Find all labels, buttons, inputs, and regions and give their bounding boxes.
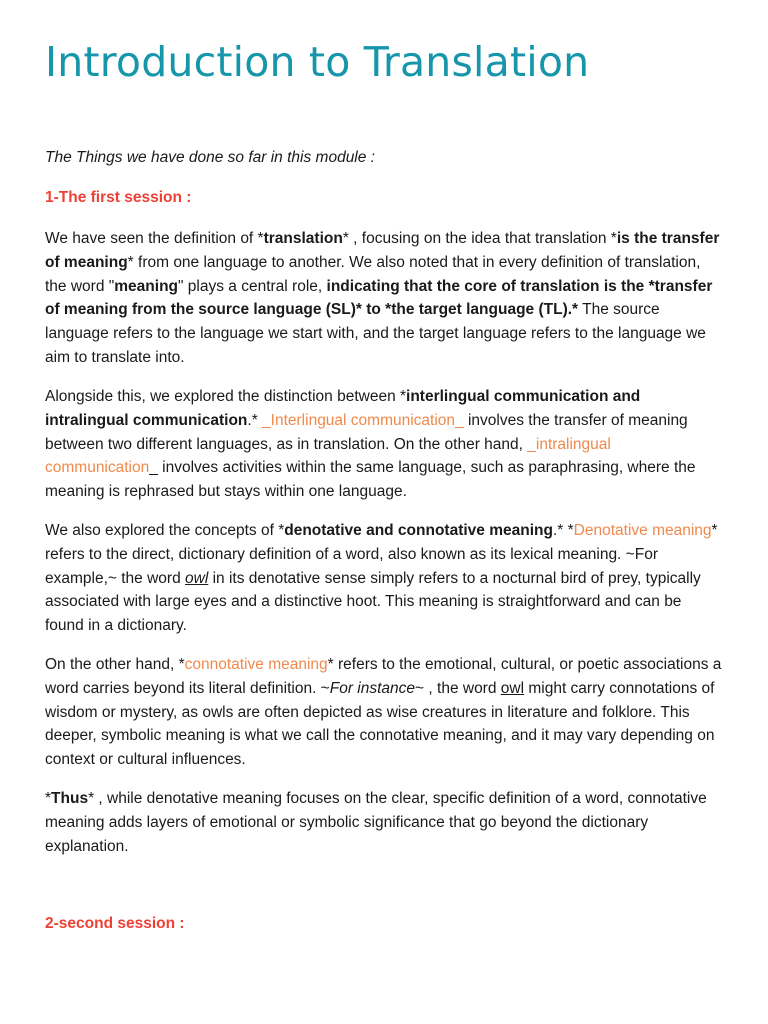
paragraph-connotative-meaning <box>45 653 723 772</box>
page-title: Introduction to Translation <box>45 38 590 86</box>
bold-term: denotative and connotative meaning <box>284 522 553 539</box>
highlighted-term: _intralingual communication <box>45 435 611 477</box>
text-segment: ~ , the word <box>415 679 501 697</box>
text-segment: * from one language to another. We also noted that in every definition of translation, the word " <box>45 253 701 295</box>
text-segment: * , focusing on the idea that translation * <box>342 230 617 247</box>
text-segment: * refers to the direct, dictionary definition of a word, also known as its lexical meaning. ~For example,~ the word <box>45 522 718 587</box>
bold-term: Thus <box>51 790 89 807</box>
text-segment: Alongside this, we explored the distinction between * <box>45 388 407 405</box>
text-segment: We also explored the concepts of * <box>45 522 285 539</box>
bold-term: is the transfer of meaning <box>45 230 720 271</box>
paragraph-denotative-meaning <box>45 519 723 638</box>
text-segment: The source language refers to the language we start with, and the target language refers to the language we aim to translate into. <box>45 301 706 366</box>
text-segment: " plays a central role, <box>178 277 327 295</box>
text-segment: _ involves activities within the same language, such as paraphrasing, where the meaning is rephrased but stays within one language. <box>45 459 696 501</box>
bold-term: translation <box>263 230 343 247</box>
session-2-heading: 2-second session : <box>45 915 185 932</box>
text-segment: .* <box>247 411 263 429</box>
text-segment: On the other hand, * <box>45 656 185 673</box>
highlighted-term: Denotative meaning <box>573 522 712 539</box>
text-segment: * <box>45 790 52 807</box>
text-segment: involves the transfer of meaning between two different languages, as in translation. On the other hand, <box>45 411 688 453</box>
highlighted-term: _Interlingual communication_ <box>262 411 464 429</box>
paragraph-summary <box>45 787 723 858</box>
intro-line: The Things we have done so far in this module : <box>45 149 375 166</box>
text-segment: We have seen the definition of * <box>45 230 264 247</box>
text-segment: might carry connotations of wisdom or mystery, as owls are often depicted as wise creatures in literature and folklore. This deeper, symbolic meaning is what we call the connotative meaning, and it may vary depending on context or cultural influences. <box>45 679 715 769</box>
underlined-term: owl <box>500 679 525 697</box>
underlined-term: owl <box>185 569 209 587</box>
paragraph-communication-types <box>45 385 723 504</box>
text-segment: * refers to the emotional, cultural, or poetic associations a word carries beyond its literal definition. ~ <box>45 656 722 697</box>
text-segment: .* * <box>552 522 574 539</box>
text-segment: in its denotative sense simply refers to a nocturnal bird of prey, typically associated with large eyes and a distinctive hoot. This meaning is straightforward and can be found in a dictionary. <box>45 569 701 635</box>
highlighted-term: connotative meaning <box>184 656 328 673</box>
session-1-heading: 1-The first session : <box>45 189 192 206</box>
paragraph-translation-definition <box>45 227 723 370</box>
bold-term: indicating that the core of translation is the *transfer of meaning from the source language (SL)* to *the target language (TL).* <box>45 277 713 319</box>
text-segment: * , while denotative meaning focuses on the clear, specific definition of a word, connotative meaning adds layers of emotional or symbolic significance that go beyond the dictionary explanation. <box>45 790 707 855</box>
italic-term: For instance <box>329 679 416 697</box>
bold-term: meaning <box>114 277 178 295</box>
bold-term: interlingual communication and intralingual communication <box>45 388 641 429</box>
